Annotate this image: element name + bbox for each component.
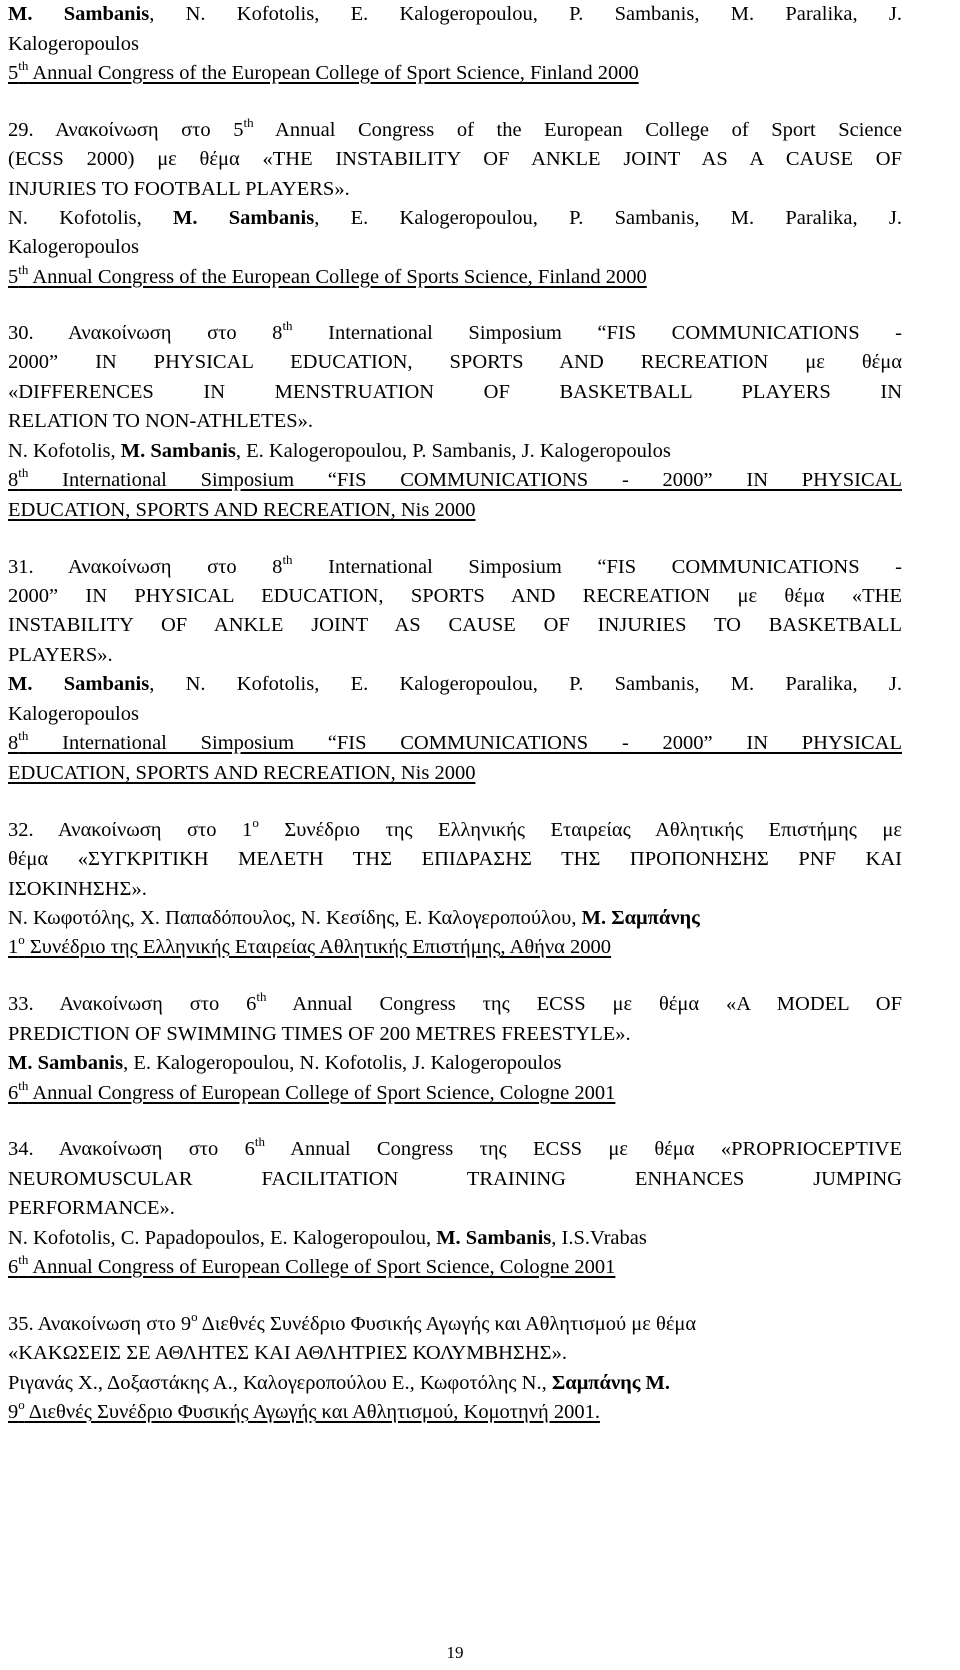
text-line	[8, 1022, 902, 1046]
text-line	[8, 702, 902, 726]
text-line	[8, 761, 902, 785]
superscript: th	[18, 728, 29, 743]
text-run: PERFORMANCE».	[8, 1197, 175, 1219]
text-run: 9	[8, 1401, 19, 1423]
text-run: , N. Kofotolis, E. Kalogeropoulou, P. Sambanis, M. Paralika, J.	[149, 3, 902, 25]
text-line	[8, 932, 902, 959]
text-run: International Simposium “FIS COMMUNICATIONS - 2000” IN PHYSICAL	[28, 732, 902, 754]
text-run: N. Kofotolis,	[8, 207, 174, 229]
underlined-citation	[8, 262, 647, 288]
text-run: Annual Congress of the European College of Sports Science, Finland 2000	[28, 266, 647, 288]
text-line	[8, 262, 902, 289]
underlined-citation	[8, 465, 902, 491]
author-highlight: M. Sambanis	[8, 3, 150, 25]
superscript: ο	[252, 815, 259, 830]
text-line	[8, 1309, 902, 1336]
text-run: Ριγανάς Χ., Δοξαστάκης Α., Καλογεροπούλου Ε., Κωφοτόλης Ν.,	[8, 1372, 552, 1394]
text-line	[8, 728, 902, 755]
text-line	[8, 147, 902, 171]
text-run: 30. Ανακοίνωση στο 8	[8, 322, 283, 344]
text-run: 31. Ανακοίνωση στο 8	[8, 556, 283, 578]
text-run: Annual Congress of the European College of Sport Science, Finland 2000	[28, 62, 639, 84]
superscript: ο	[18, 1397, 25, 1412]
text-line	[8, 877, 902, 901]
text-line	[8, 1252, 902, 1279]
text-run: «DIFFERENCES IN MENSTRUATION OF BASKETBALL PLAYERS IN	[8, 381, 902, 403]
text-run: Kalogeropoulos	[8, 236, 139, 258]
underlined-citation	[8, 728, 902, 754]
text-run: 33. Ανακοίνωση στο 6	[8, 993, 257, 1015]
text-run: Kalogeropoulos	[8, 33, 139, 55]
text-run: PLAYERS».	[8, 644, 113, 666]
text-run: Annual Congress της ECSS με θέμα «A MODEL OF	[266, 993, 902, 1015]
text-line	[8, 552, 902, 579]
underlined-citation	[8, 58, 639, 84]
text-run: Συνέδριο της Ελληνικής Εταιρείας Αθλητικής Επιστήμης με	[258, 819, 902, 841]
text-run: Kalogeropoulos	[8, 703, 139, 725]
text-run: 5	[8, 266, 19, 288]
text-line	[8, 115, 902, 142]
text-line	[8, 439, 902, 463]
text-line	[8, 906, 902, 930]
superscript: th	[254, 1134, 265, 1149]
superscript: th	[243, 115, 254, 130]
text-run: , I.S.Vrabas	[551, 1227, 647, 1249]
text-run: Διεθνές Συνέδριο Φυσικής Αγωγής και Αθλητισμού, Κομοτηνή 2001.	[24, 1401, 601, 1423]
text-run: 29. Ανακοίνωση στο 5	[8, 119, 244, 141]
text-run: «ΚΑΚΩΣΕΙΣ ΣΕ ΑΘΛΗΤΕΣ ΚΑΙ ΑΘΛΗΤΡΙΕΣ ΚΟΛΥΜΒΗΣΗΣ».	[8, 1342, 567, 1364]
author-highlight: M. Sambanis	[436, 1227, 552, 1249]
text-run: Annual Congress της ECSS με θέμα «PROPRIOCEPTIVE	[264, 1138, 902, 1160]
text-run: Ν. Κωφοτόλης, Χ. Παπαδόπουλος, Ν. Κεσίδης, Ε. Καλογεροπούλου,	[8, 907, 582, 929]
text-line	[8, 1051, 902, 1075]
text-line	[8, 350, 902, 374]
superscript: th	[18, 58, 29, 73]
text-line	[8, 989, 902, 1016]
text-run: International Simposium “FIS COMMUNICATIONS - 2000” IN PHYSICAL	[28, 469, 902, 491]
text-line	[8, 1196, 902, 1220]
text-line	[8, 1397, 902, 1424]
text-run: 6	[8, 1082, 19, 1104]
text-line	[8, 1078, 902, 1105]
superscript: th	[18, 1078, 29, 1093]
text-run: INJURIES TO FOOTBALL PLAYERS».	[8, 178, 350, 200]
text-run: PREDICTION OF SWIMMING TIMES OF 200 METRES FREESTYLE».	[8, 1023, 631, 1045]
underlined-citation	[8, 1397, 601, 1423]
text-line	[8, 672, 902, 696]
underlined-citation	[8, 1252, 616, 1278]
text-run: 8	[8, 469, 19, 491]
text-run: , E. Kalogeropoulou, P. Sambanis, M. Paralika, J.	[314, 207, 902, 229]
text-run: 6	[8, 1256, 19, 1278]
text-line	[8, 32, 902, 56]
author-highlight: M. Sambanis	[8, 673, 150, 695]
text-line	[8, 177, 902, 201]
author-highlight: Μ. Σαμπάνης	[581, 907, 700, 929]
text-run: INSTABILITY OF ANKLE JOINT AS CAUSE OF INJURIES TO BASKETBALL	[8, 614, 902, 636]
author-highlight: M. Sambanis	[173, 207, 315, 229]
text-line	[8, 206, 902, 230]
text-line	[8, 498, 902, 522]
text-line	[8, 613, 902, 637]
author-highlight: M. Sambanis	[120, 440, 236, 462]
text-run: Annual Congress of European College of Sport Science, Cologne 2001	[28, 1082, 616, 1104]
text-run: , E. Kalogeropoulou, P. Sambanis, J. Kalogeropoulos	[235, 440, 671, 462]
underlined-citation	[8, 762, 475, 784]
text-line	[8, 2, 902, 26]
text-run: NEUROMUSCULAR FACILITATION TRAINING ENHANCES JUMPING	[8, 1168, 902, 1190]
text-line	[8, 465, 902, 492]
superscript: th	[18, 1252, 29, 1267]
text-run: , N. Kofotolis, E. Kalogeropoulou, P. Sambanis, M. Paralika, J.	[149, 673, 902, 695]
superscript: ο	[18, 932, 25, 947]
text-line	[8, 815, 902, 842]
superscript: th	[18, 262, 29, 277]
text-line	[8, 1134, 902, 1161]
text-line	[8, 1341, 902, 1365]
superscript: th	[18, 465, 29, 480]
author-highlight: Σαμπάνης Μ.	[551, 1372, 671, 1394]
text-run: International Simposium “FIS COMMUNICATIONS -	[292, 556, 902, 578]
text-run: Annual Congress of the European College of Sport Science	[253, 119, 902, 141]
text-run: ΙΣΟΚΙΝΗΣΗΣ».	[8, 878, 147, 900]
text-line	[8, 318, 902, 345]
underlined-citation	[8, 932, 612, 958]
text-run: , E. Kalogeropoulou, N. Kofotolis, J. Kalogeropoulos	[123, 1052, 562, 1074]
text-line	[8, 643, 902, 667]
text-run: 32. Ανακοίνωση στο 1	[8, 819, 253, 841]
superscript: ο	[191, 1309, 198, 1324]
text-line	[8, 1226, 902, 1250]
text-run: Annual Congress of European College of Sport Science, Cologne 2001	[28, 1256, 616, 1278]
underlined-citation	[8, 1078, 616, 1104]
text-run: International Simposium “FIS COMMUNICATIONS -	[292, 322, 902, 344]
text-line	[8, 58, 902, 85]
text-run: N. Kofotolis, C. Papadopoulos, E. Kalogeropoulou,	[8, 1227, 437, 1249]
text-line	[8, 1371, 902, 1395]
text-run: 2000” IN PHYSICAL EDUCATION, SPORTS AND RECREATION με θέμα	[8, 351, 902, 373]
superscript: th	[282, 318, 293, 333]
text-run: Συνέδριο της Ελληνικής Εταιρείας Αθλητικής Επιστήμης, Αθήνα 2000	[24, 936, 612, 958]
text-run: 34. Ανακοίνωση στο 6	[8, 1138, 255, 1160]
text-run: RELATION TO NON-ATHLETES».	[8, 410, 314, 432]
text-line	[8, 847, 902, 871]
author-highlight: M. Sambanis	[8, 1052, 124, 1074]
text-run: N. Kofotolis,	[8, 440, 121, 462]
text-run: 5	[8, 62, 19, 84]
page-number: 19	[446, 1643, 464, 1662]
text-run: EDUCATION, SPORTS AND RECREATION, Nis 2000	[8, 762, 476, 784]
text-run: 35. Ανακοίνωση στο 9	[8, 1313, 192, 1335]
text-line	[8, 409, 902, 433]
superscript: th	[256, 989, 267, 1004]
text-run: 2000” IN PHYSICAL EDUCATION, SPORTS AND RECREATION με θέμα «THE	[8, 585, 902, 607]
text-run: 1	[8, 936, 19, 958]
text-line	[8, 1167, 902, 1191]
underlined-citation	[8, 499, 475, 521]
text-run: 8	[8, 732, 19, 754]
text-run: EDUCATION, SPORTS AND RECREATION, Nis 2000	[8, 499, 476, 521]
text-line	[8, 584, 902, 608]
text-line	[8, 380, 902, 404]
text-line	[8, 235, 902, 259]
superscript: th	[282, 552, 293, 567]
text-run: Διεθνές Συνέδριο Φυσικής Αγωγής και Αθλητισμού με θέμα	[197, 1313, 697, 1335]
text-run: θέμα «ΣΥΓΚΡΙΤΙΚΗ ΜΕΛΕΤΗ ΤΗΣ ΕΠΙΔΡΑΣΗΣ ΤΗΣ ΠΡΟΠΟΝΗΣΗΣ PNF ΚΑΙ	[8, 848, 902, 870]
text-run: (ECSS 2000) με θέμα «THE INSTABILITY OF ANKLE JOINT AS A CAUSE OF	[8, 148, 902, 170]
